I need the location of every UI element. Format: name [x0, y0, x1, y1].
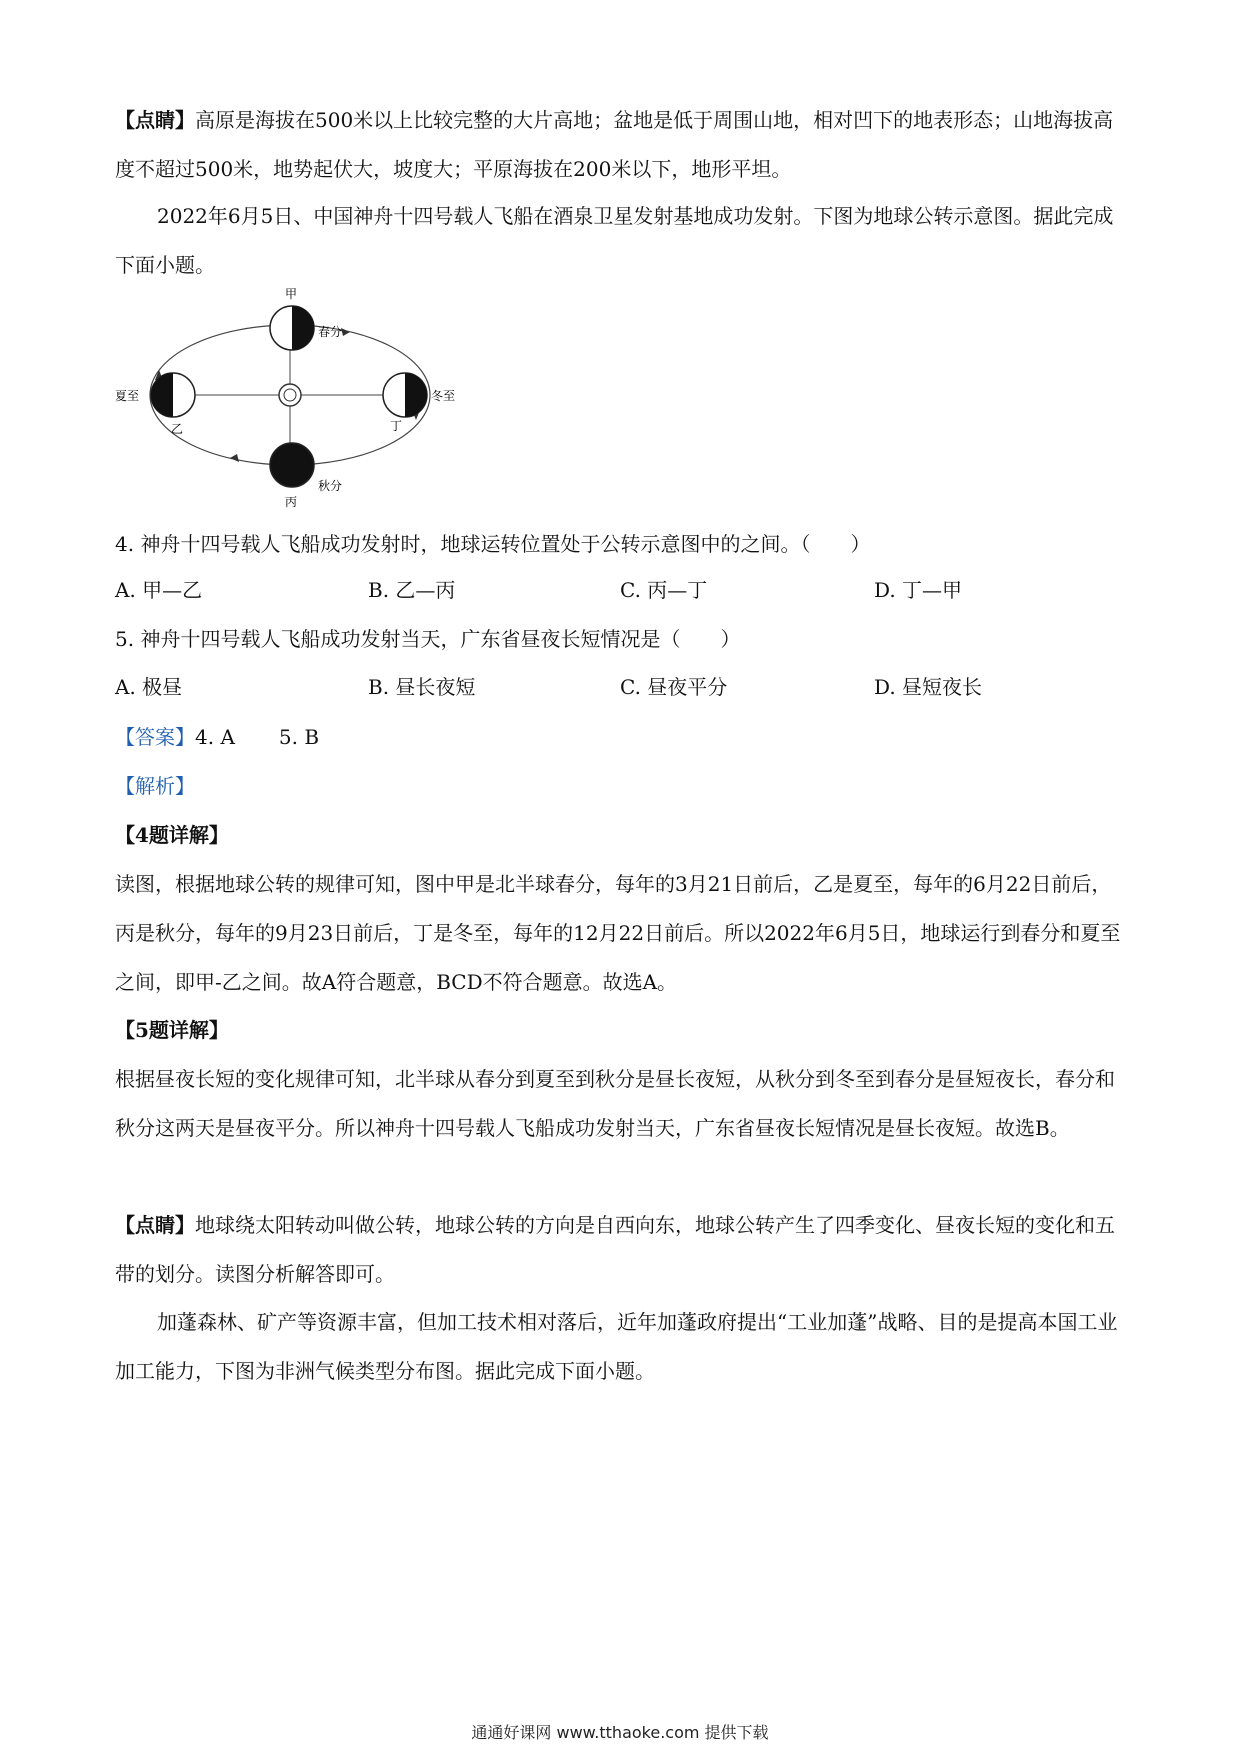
q5-option-d: D. 昼短夜长 [874, 675, 983, 699]
analysis-tag: 【解析】 [115, 774, 195, 798]
tip-paragraph-2 [115, 1201, 1130, 1299]
label-yi: 乙 [171, 422, 184, 436]
q5-option-b: B. 昼长夜短 [368, 675, 476, 699]
label-ding: 丁 [390, 419, 403, 433]
question-4-stem: 4. 神舟十四号载人飞船成功发射时，地球运转位置处于公转示意图中的之间。（ ） [115, 532, 871, 556]
answer-line [115, 713, 1130, 762]
label-bing: 丙 [285, 495, 298, 509]
tip-tag: 【点睛】 [115, 108, 195, 132]
tip-text: 高原是海拔在500米以上比较完整的大片高地；盆地是低于周围山地，相对凹下的地表形态；山地海拔高度不超过500米，地势起伏大，坡度大；平原海拔在200米以下，地形平坦。 [115, 108, 1114, 181]
label-dongzhi: 冬至 [431, 389, 456, 403]
answer-5: 5. B [278, 725, 320, 749]
earth-revolution-diagram [115, 287, 465, 510]
detail-5-tag: 【5题详解】 [115, 1018, 229, 1042]
footer-watermark: 通通好课网 www.tthaoke.com 提供下载 [471, 1723, 769, 1742]
q5-option-a: A. 极昼 [115, 675, 183, 699]
q4-option-b: B. 乙—丙 [368, 578, 456, 602]
q4-option-d: D. 丁—甲 [874, 578, 963, 602]
earth-bing-icon [270, 443, 314, 487]
gabon-intro-paragraph: 加蓬森林、矿产等资源丰富，但加工技术相对落后，近年加蓬政府提出“工业加蓬”战略、目的是提高本国工业加工能力，下图为非洲气候类型分布图。据此完成下面小题。 [115, 1310, 1118, 1383]
tip-paragraph-1 [115, 96, 1130, 194]
q4-option-a: A. 甲—乙 [115, 578, 203, 602]
earth-ding-icon [383, 373, 427, 417]
tip-text-2: 地球绕太阳转动叫做公转，地球公转的方向是自西向东，地球公转产生了四季变化、昼夜长短的变化和五带的划分。读图分析解答即可。 [115, 1213, 1115, 1286]
q5-option-c: C. 昼夜平分 [620, 675, 728, 699]
label-qiufen: 秋分 [318, 479, 343, 493]
answer-4: 4. A [195, 725, 235, 749]
earth-yi-icon [151, 373, 195, 417]
q4-option-c: C. 丙—丁 [620, 578, 708, 602]
label-chunfen: 春分 [318, 325, 343, 339]
detail-4-tag: 【4题详解】 [115, 823, 229, 847]
label-jia: 甲 [285, 287, 298, 301]
detail-4-text: 读图，根据地球公转的规律可知，图中甲是北半球春分，每年的3月21日前后，乙是夏至，每年的6月22日前后，丙是秋分，每年的9月23日前后，丁是冬至，每年的12月22日前后。所以2022年6月5日，地球运行到春分和夏至之间，即甲-乙之间。故A符合题意，BCD不符合题意。故选A。 [115, 872, 1121, 994]
earth-jia-icon [270, 306, 314, 350]
intro-paragraph: 2022年6月5日、中国神舟十四号载人飞船在酒泉卫星发射基地成功发射。下图为地球公转示意图。据此完成下面小题。 [115, 204, 1114, 277]
tip-tag-2: 【点睛】 [115, 1213, 195, 1237]
detail-5-text: 根据昼夜长短的变化规律可知，北半球从春分到夏至到秋分是昼长夜短，从秋分到冬至到春分是昼短夜长，春分和秋分这两天是昼夜平分。所以神舟十四号载人飞船成功发射当天，广东省昼夜长短情况是昼长夜短。故选B。 [115, 1067, 1115, 1140]
answer-tag: 【答案】 [115, 725, 195, 749]
question-5-stem: 5. 神舟十四号载人飞船成功发射当天，广东省昼夜长短情况是（ ） [115, 627, 741, 651]
label-xiazhi: 夏至 [115, 389, 140, 403]
